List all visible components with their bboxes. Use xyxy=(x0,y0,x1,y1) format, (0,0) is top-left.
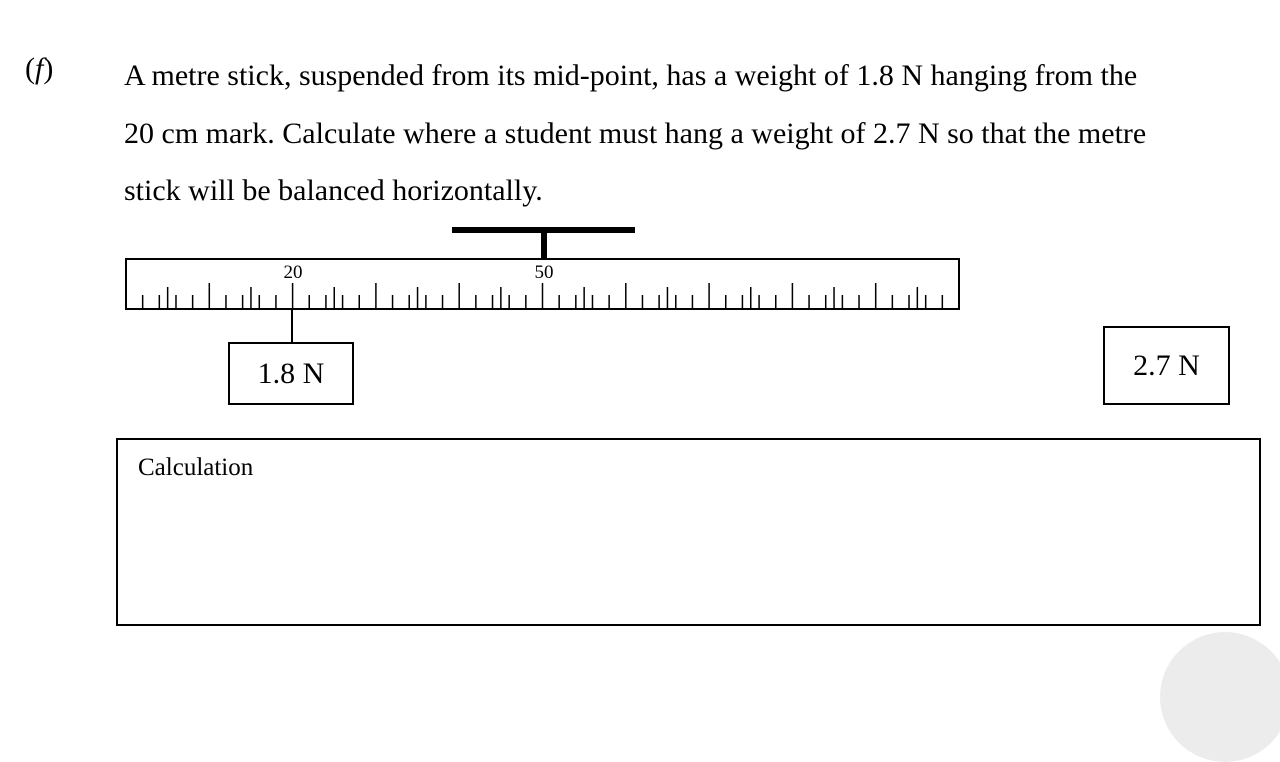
question-line: A metre stick, suspended from its mid-point, has a weight of 1.8 N hanging from the xyxy=(124,59,1138,92)
suspension-post xyxy=(541,231,547,259)
calculation-label: Calculation xyxy=(138,454,254,481)
ruler-ticks xyxy=(143,283,943,309)
question-line: 20 cm mark. Calculate where a student must hang a weight of 2.7 N so that the metre xyxy=(124,116,1147,150)
weight-1-8n-label: 1.8 N xyxy=(257,356,325,390)
question-line: stick will be balanced horizontally. xyxy=(124,174,543,207)
calculation-answer-box[interactable] xyxy=(116,438,1261,626)
ruler-label-20: 20 xyxy=(283,262,303,283)
weight-1-8n-box xyxy=(228,342,354,405)
weight-2-7n-box[interactable] xyxy=(1103,326,1230,405)
weight-2-7n-label: 2.7 N xyxy=(1133,348,1200,382)
corner-decoration xyxy=(1160,632,1280,762)
ruler-label-50: 50 xyxy=(534,262,554,283)
question-label: (f) xyxy=(25,52,54,85)
